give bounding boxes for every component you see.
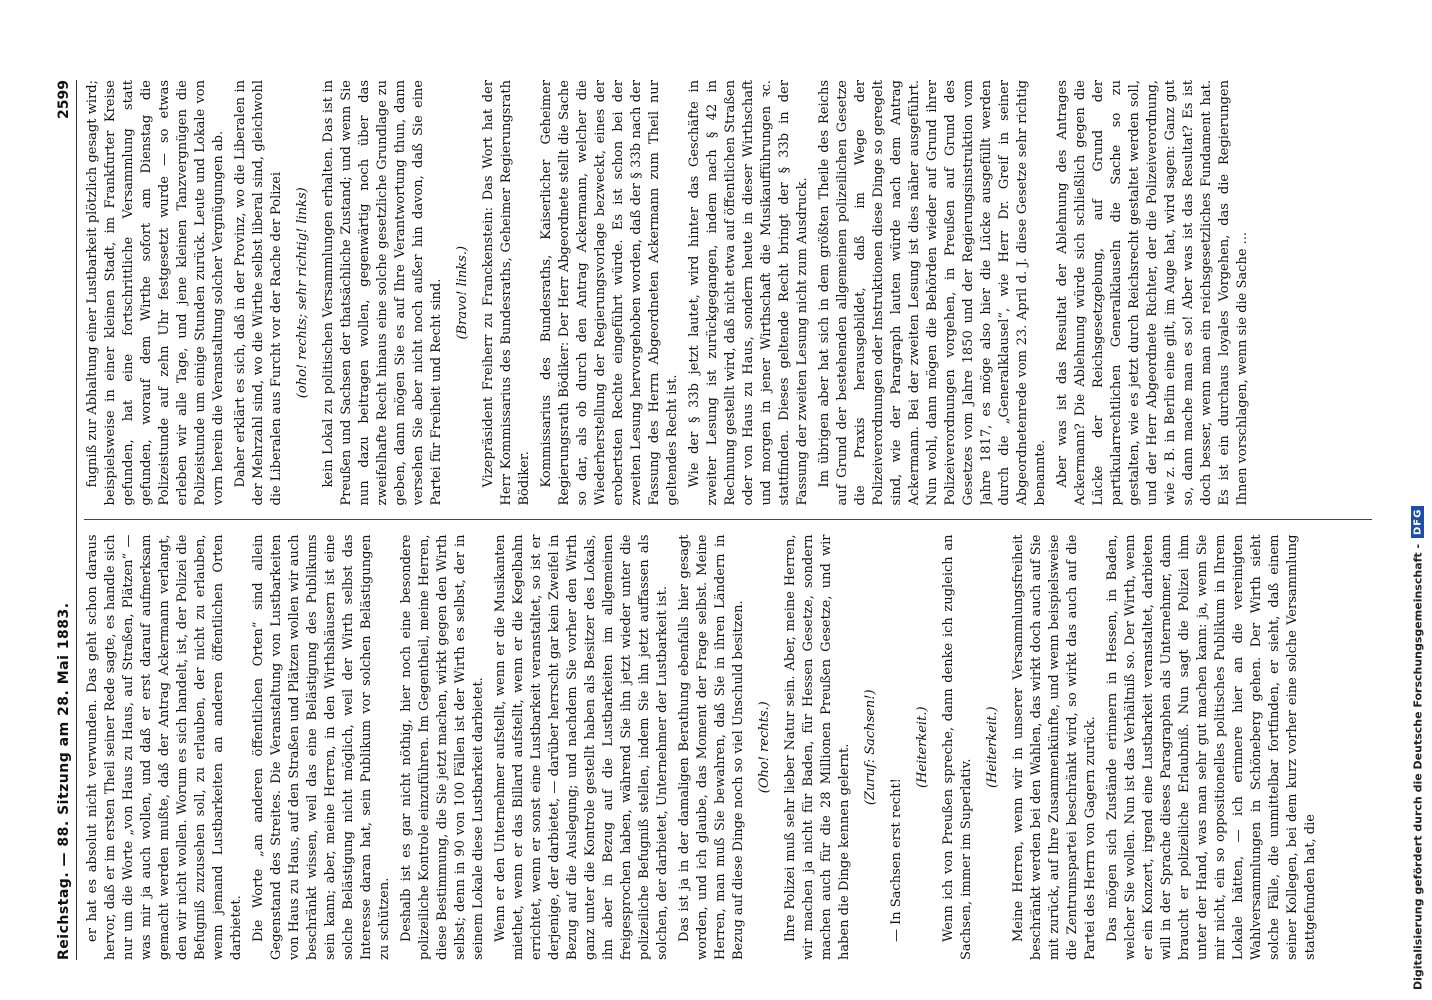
- paragraph: er hat es absolut nicht verwunden. Das geht schon daraus hervor, daß er im ersten Theil seiner Rede sagte, es handle sich nur um die Worte „von Haus zu Haus, auf Straßen, Plätzen“ — was mir ja auch wollen, und daß er erst darauf aufmerksam gemacht werden mußte, daß der Antrag Ackermann verlangt, den wir nicht wollen. Worum es sich handelt, ist, der Polizei die Befugniß zuzusehen soll, zu erlauben, der nicht zu erlauben, wenn jemand Lustbarkeiten an anderen öffentlichen Orten darbietet.: [85, 534, 244, 960]
- dfg-logo: DFG: [1412, 506, 1425, 538]
- interjection: (Oho! rechts.): [757, 701, 772, 794]
- interjection: (Zuruf: Sachsen!): [863, 689, 878, 806]
- interjection: (Heiterkeit.): [985, 706, 1000, 789]
- speaker-paragraph: Vizepräsident Freiherr zu Franckenstein: Das Wort hat der Herr Kommissarius des Bundesraths, Geheimer Regierungsrath Bödiker.: [481, 80, 532, 506]
- paragraph: Im übrigen aber hat sich in dem größten Theile des Reichs auf Grund der bestehenden allgemeinen polizeilichen Gesetze die Praxis herausgebildet, daß im Wege der Polizeiverordnungen oder Instruktionen diese Dinge so geregelt sind, wie der Paragraph lauten würde nach dem Antrag Ackermann. Bei der zweiten Lesung ist dies näher ausgeführt. Nun wohl, dann mögen die Behörden wieder auf Grund ihrer Polizeiverordnungen vorgehen, in Preußen auf Grund des Gesetzes vom Jahre 1850 und der Regierungsinstruktion vom Jahre 1817, es möge also hier die Lücke ausgefüllt werden durch die „Generalklausel“, wie Herr Dr. Greif in seiner Abgeordnetenrede vom 23. April d. J. diese Gesetze sehr richtig benannte.: [817, 80, 1048, 506]
- paragraph: Das ist ja in der damaligen Berathung ebenfalls hier gesagt worden, und ich glaube, das Moment der Frage selbst. Meine Herren, man muß Sie bewahren, daß Sie in ihren Ländern in Bezug auf diese Dinge noch so viel Unschuld besitzen.: [677, 534, 746, 960]
- page-header: [40, 80, 77, 960]
- paragraph: Wie der § 33b jetzt lautet, wird hinter das Geschäfte in zweiter Lesung ist zurückgegangen, indem nach § 42 in Rechnung gestellt wird, daß nicht etwa auf öffentlichen Straßen oder von Haus zu Haus, sondern heute in dieser Wirthschaft und morgen in jener Wirthschaft die Musikaufführungen ꝛc. stattfinden. Dieses geltende Recht bringt der § 33b in der Fassung der zweiten Lesung nicht zum Ausdruck.: [687, 80, 810, 506]
- paragraph: fugniß zur Abhaltung einer Lustbarkeit plötzlich gesagt wird; beispielsweise in einer kleinen Stadt, im Frankfurter Kreise gefunden, hat eine fortschrittliche Versammlung statt gefunden, worauf dem Wirthe sofort am Dienstag die Polizeistunde auf zehn Uhr festgesetzt wurde — so etwas erleben wir alle Tage, und jene kleinen Tanzvergnügen die Polizeistunde um einige Stunden zurück. Leute und Lokale von vorn herein die Veranstaltung solcher Vergnügungen ab.: [85, 80, 226, 506]
- page-number: 2599: [56, 80, 72, 119]
- interjection: (Heiterkeit.): [915, 706, 930, 789]
- paragraph: Wenn ich von Preußen spreche, dann denke ich zugleich an Sachsen, immer im Superlativ.: [941, 534, 974, 960]
- paragraph: Aber was ist das Resultat der Ablehnung des Antrages Ackermann? Die Ablehnung würde sich schließlich gegen die Lücke der Reichsgesetzgebung, auf Grund der partikularrechtlichen Generalklauseln die Sache so zu gestalten, wie es jetzt durch Reichsrecht gestaltet werden soll, und der Herr Abgeordnete Richter, der die Polizeiverordnung, wie z. B. in Berlin eine gilt, im Auge hat, wird sagen: Ganz gut so, dann mache man es so! Aber was ist das Resultat? Es ist doch besser, wenn man ein reichsgesetzliches Fundament hat. Es ist ein durchaus loyales Vorgehen, das die Regierungen Ihnen vorschlagen, wenn sie die Sache ...: [1055, 80, 1250, 506]
- interjection: (oho! rechts; sehr richtig! links): [295, 187, 310, 399]
- right-column: [84, 80, 1372, 506]
- paragraph: Daher erklärt es sich, daß in der Provinz, wo die Liberalen in der Mehrzahl sind, wo die Wirthe selbst liberal sind, gleichwohl die Liberalen aus Furcht vor der Rache der Polizei: [233, 80, 284, 506]
- paragraph: Meine Herren, wenn wir in unserer Versammlungsfreiheit beschränkt werden bei den Wahlen, das wirkt doch auch auf Sie mit zurück, auf Ihre Zusammenkünfte, und wenn beispielsweise die Zentrumspartei beschränkt wird, so wirkt das auch auf die Partei des Herrn von Gagern zurück.: [1011, 534, 1098, 960]
- digitization-credit: [1410, 10, 1426, 990]
- text-columns: [84, 80, 1372, 960]
- paragraph: Wenn er den Unternehmer aufstellt, wenn er die Musikanten miethet, wenn er das Billard aufstellt, wenn er die Kegelbahn errichtet, wenn er sonst eine Lustbarkeit veranstaltet, so ist er derjenige, der darbietet, — darüber herrscht gar kein Zweifel in Bezug auf die Auslegung; und nachdem Sie vorher den Wirth ganz unter die Kontrole gestellt haben als Besitzer des Lokals, ihn aber in Bezug auf die Lustbarkeiten im allgemeinen freigesprochen haben, während Sie ihn jetzt wieder unter die polizeiliche Befugniß stellen, indem Sie ihn jetzt auffassen als solchen, der darbietet, Unternehmer der Lustbarkeit ist.: [493, 534, 670, 960]
- credit-text: Digitalisierung gefördert durch die Deutsche Forschungsgemeinschaft -: [1411, 543, 1425, 990]
- paragraph: — In Sachsen erst recht!: [889, 778, 904, 942]
- paragraph: kein Lokal zu politischen Versammlungen erhalten. Das ist in Preußen und Sachsen der thatsächliche Zustand; und wenn Sie nun dazu beitragen wollen, gegenwärtig noch über das zweifelhafte Recht hinaus eine solche gesetzliche Grundlage zu geben, dann mögen Sie es auf Ihre Verantwortung thun, dann versehen Sie aber nicht noch außer hin davon, daß Sie eine Partei für Freiheit und Recht sind.: [321, 80, 444, 506]
- page-title: Reichstag. — 88. Sitzung am 28. Mai 1883.: [56, 602, 72, 960]
- interjection: (Bravo! links.): [455, 245, 470, 340]
- left-column: [84, 535, 1372, 961]
- paragraph: Ihre Polizei muß sehr lieber Natur sein. Aber, meine Herren, wir machen ja nicht für Baden, für Hessen Gesetze, sondern machen auch für die 28 Millionen Preußen Gesetze, und wir haben die Dinge kennen gelernt.: [783, 534, 852, 960]
- paragraph: Deshalb ist es gar nicht nöthig, hier noch eine besondere polizeiliche Kontrole einzuführen. Im Gegentheil, meine Herren, diese Bestimmung, die Sie jetzt machen, wirkt gegen den Wirth selbst; denn in 90 von 100 Fällen ist der Wirth es selbst, der in seinem Lokale diese Lustbarkeit darbietet.: [399, 534, 486, 960]
- column-divider: [84, 520, 1372, 521]
- paragraph: Die Worte „an anderen öffentlichen Orten“ sind allein Gegenstand des Streites. Die Veranstaltung von Lustbarkeiten von Haus zu Haus, auf den Straßen und Plätzen wollen wir auch beschränkt wissen, weil das eine Belästigung des Publikums sein kann; aber, meine Herren, in den Wirthshäusern ist eine solche Belästigung nicht möglich, weil der Wirth selbst das Interesse daran hat, sein Publikum vor solchen Belästigungen zu schützen.: [251, 534, 392, 960]
- paragraph: Das mögen sich Zustände erinnern in Hessen, in Baden, welcher Sie wollen. Nun ist das Verhältniß so. Der Wirth, wenn er ein Konzert, irgend eine Lustbarkeit veranstaltet, darbieten will in der Sprache dieses Paragraphen als Unternehmer, dann braucht er polizeiliche Erlaubniß. Nun sagt die Polizei ihm unter der Hand, was man sehr gut machen kann: ja, wenn Sie mir nicht, ein so oppositionelles politisches Publikum in Ihrem Lokale hätten, — ich erinnere hier an die vereinigten Wahlversammlungen in Schöneberg gehen. Der Wirth sieht solche Fälle, die unmittelbar fortfinden, er sieht, daß einem seiner Kollegen, bei dem kurz vorher eine solche Versammlung stattgefunden hat, die: [1105, 534, 1318, 960]
- speaker-paragraph: Kommissarius des Bundesraths, Kaiserlicher Geheimer Regierungsrath Bödiker: Der Herr Abgeordnete stellt die Sache so dar, als ob durch den Antrag Ackermann, welcher die Wiederherstellung der Regierungsvorlage bezweckt, eines der erobertsten Rechte eingeführt würde. Es ist schon bei der zweiten Lesung hervorgehoben worden, daß der § 33b nach der Fassung des Herrn Abgeordneten Ackermann zum Theil nur geltendes Recht ist.: [539, 80, 680, 506]
